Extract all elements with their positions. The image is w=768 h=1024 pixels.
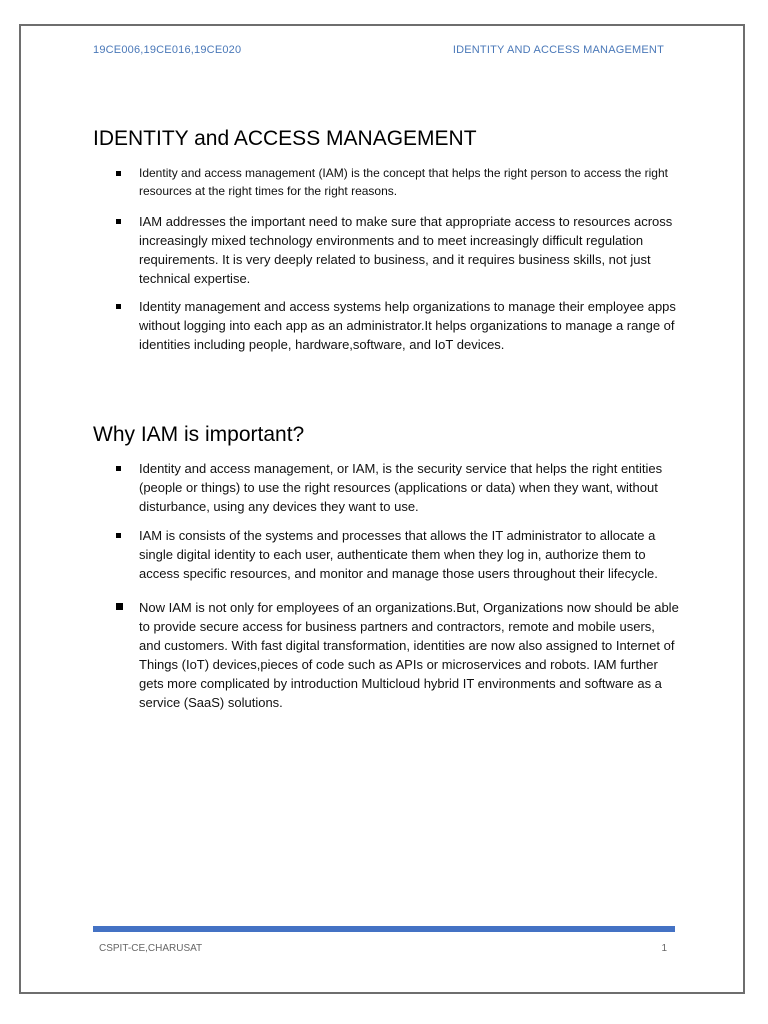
list-item-text: Identity management and access systems help organizations to manage their employee apps without logging into each app as an administrator.It helps organizations to manage a range of identities including people, hardware,software, and IoT devices. — [139, 299, 676, 352]
header-student-ids: 19CE006,19CE016,19CE020 — [93, 44, 242, 56]
list-item — [113, 297, 679, 354]
bullet-icon — [116, 219, 121, 224]
footer-institution: CSPIT-CE,CHARUSAT — [99, 943, 203, 954]
iam-definition-list — [113, 164, 679, 354]
list-item-text: Identity and access management (IAM) is the concept that helps the right person to access the right resources at the right times for the right reasons. — [139, 166, 668, 198]
list-item-text: Now IAM is not only for employees of an organizations.But, Organizations now should be able to provide secure access for business partners and contractors, remote and mobile users, and customers. With fast digital transformation, identities are now also assigned to Internet of Things (IoT) devices,pieces of code such as APIs or microservices and robots. IAM further gets more complicated by introduction Multicloud hybrid IT environments and software as a service (SaaS) solutions. — [139, 600, 679, 710]
list-item — [113, 164, 679, 200]
list-item — [113, 598, 679, 712]
list-item-text: IAM is consists of the systems and processes that allows the IT administrator to allocate a single digital identity to each user, authenticate them when they log in, authorize them to access specific resources, and monitor and manage those users throughout their lifecycle. — [139, 528, 658, 581]
section-title-iam: IDENTITY and ACCESS MANAGEMENT — [93, 127, 477, 150]
section-title-why-iam: Why IAM is important? — [93, 423, 305, 446]
bullet-icon — [116, 466, 121, 471]
list-item — [113, 526, 679, 583]
why-iam-list — [113, 459, 679, 712]
bullet-icon — [116, 171, 121, 176]
header-doc-title: IDENTITY AND ACCESS MANAGEMENT — [452, 44, 664, 56]
list-item-text: Identity and access management, or IAM, is the security service that helps the right entities (people or things) to use the right resources (applications or data) when they want, without disturbance, using any devices they want to use. — [139, 461, 663, 514]
bullet-icon — [116, 304, 121, 309]
bullet-icon — [116, 603, 123, 610]
bullet-icon — [116, 533, 121, 538]
list-item-text: IAM addresses the important need to make sure that appropriate access to resources across increasingly mixed technology environments and to meet increasingly difficult regulation requirements. It is very deeply related to business, and it requires business skills, not just technical expertise. — [139, 214, 673, 286]
list-item — [113, 212, 679, 288]
footer-divider-bar — [93, 926, 675, 932]
list-item — [113, 459, 679, 516]
page-number: 1 — [661, 943, 667, 954]
